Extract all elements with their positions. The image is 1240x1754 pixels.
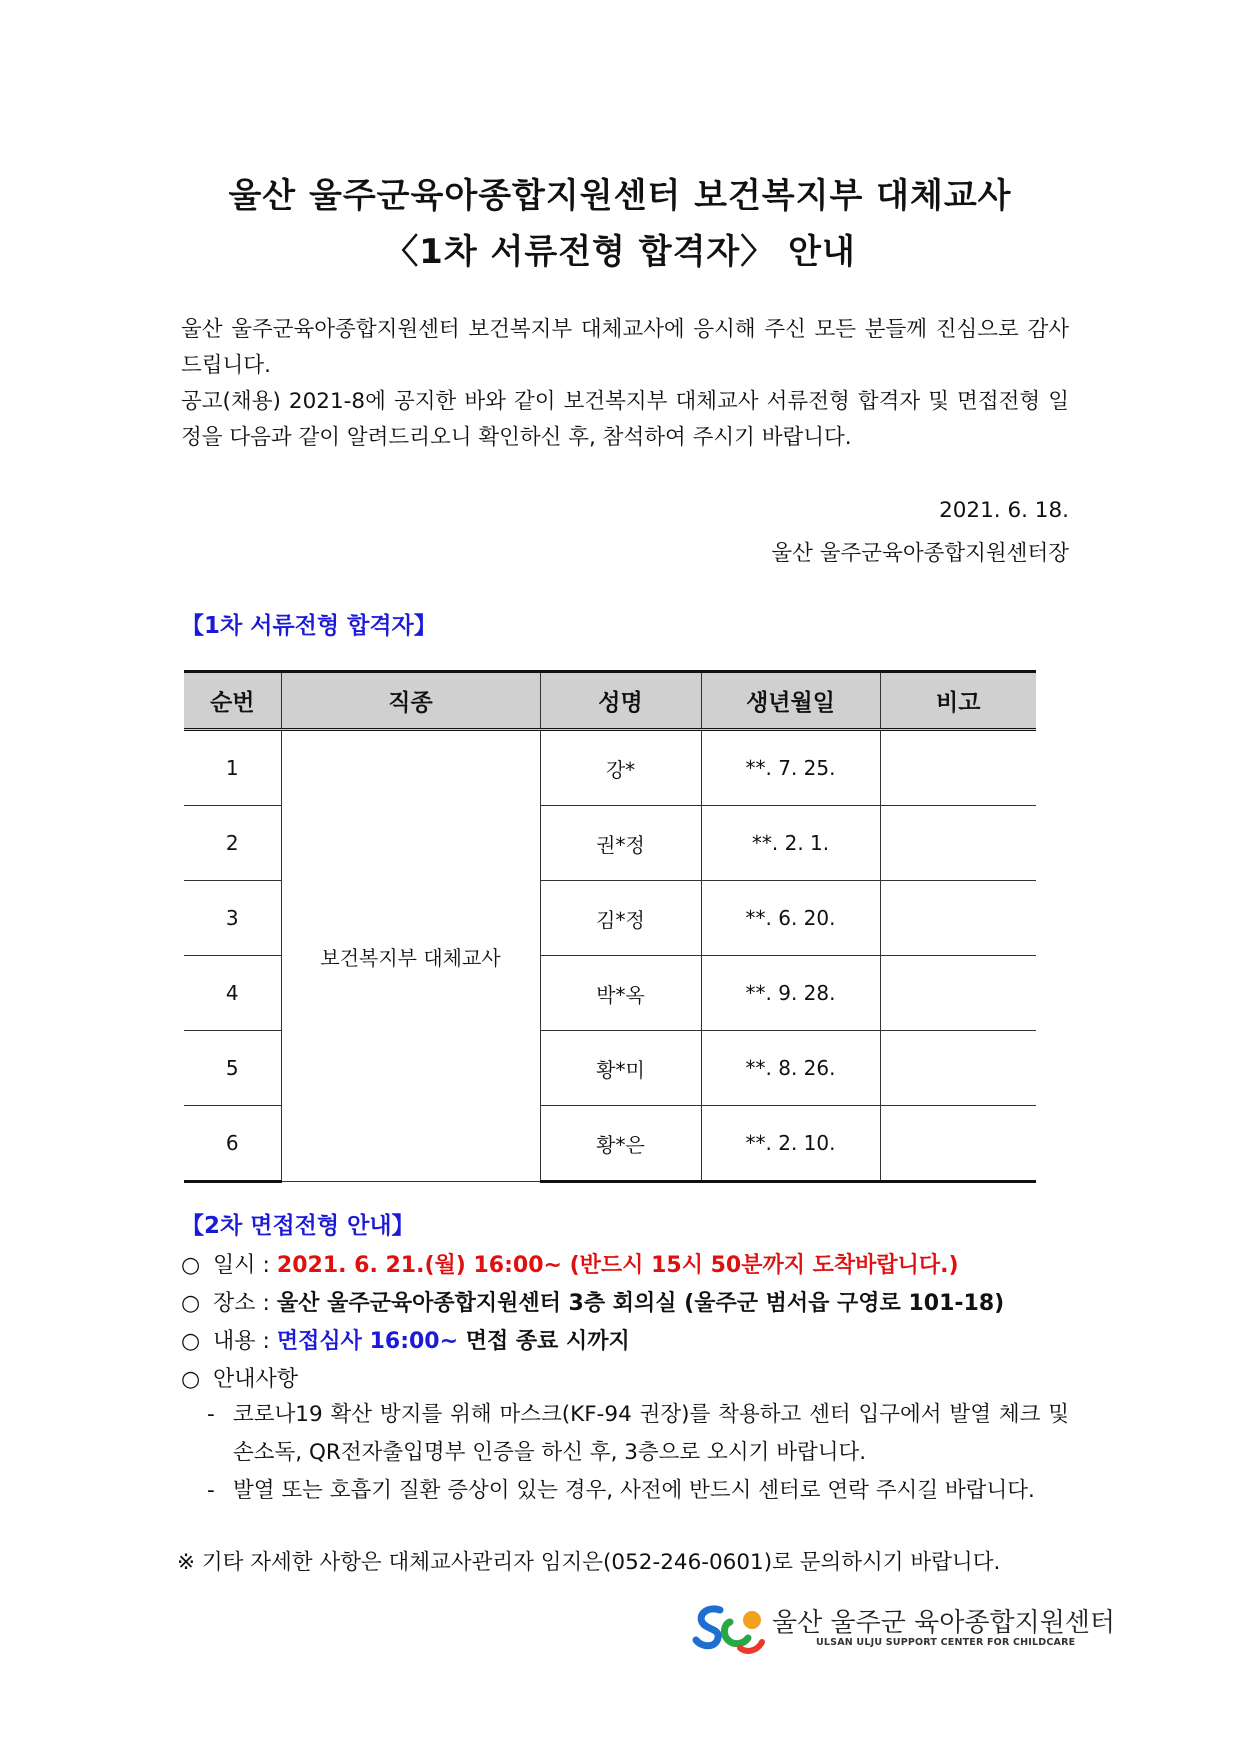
cell-number: 5 (184, 1031, 281, 1106)
notice-item-text: 발열 또는 호흡기 질환 증상이 있는 경우, 사전에 반드시 센터로 연락 주시길 바랍니다. (233, 1478, 1035, 1503)
interview-content (181, 1324, 1069, 1355)
section-heading-interview: 【2차 면접전형 안내】 (181, 1213, 415, 1239)
header-job-type: 직종 (281, 672, 540, 730)
table-header-row (184, 672, 1036, 730)
dash-marker: - (207, 1478, 215, 1503)
notice-item-2 (207, 1472, 1069, 1510)
cell-number: 2 (184, 806, 281, 881)
cell-name: 박*옥 (540, 956, 701, 1031)
cell-name: 권*정 (540, 806, 701, 881)
cell-remarks (880, 1106, 1036, 1182)
cell-birthdate: **. 2. 10. (701, 1106, 880, 1182)
cell-number: 6 (184, 1106, 281, 1182)
notice-label: 안내사항 (213, 1367, 299, 1392)
cell-remarks (880, 881, 1036, 956)
content-label: 내용 : (213, 1329, 270, 1354)
notice-item-text: 코로나19 확산 방지를 위해 마스크(KF-94 권장)를 착용하고 센터 입구에서 발열 체크 및 손소독, QR전자출입명부 인증을 하신 후, 3층으로 오시기 바랍니다. (233, 1402, 1069, 1465)
bullet-circle: ○ (181, 1329, 201, 1354)
header-birthdate: 생년월일 (701, 672, 880, 730)
dash-marker: - (207, 1402, 215, 1427)
interview-notice-heading (181, 1362, 1069, 1393)
logo-subtitle: ULSAN ULJU SUPPORT CENTER FOR CHILDCARE (816, 1637, 1076, 1648)
content-value-highlight: 면접심사 16:00~ (276, 1329, 459, 1354)
document-title-line1: 울산 울주군육아종합지원센터 보건복지부 대체교사 (228, 176, 1012, 216)
bullet-circle: ○ (181, 1253, 201, 1278)
cell-birthdate: **. 2. 1. (701, 806, 880, 881)
header-remarks: 비고 (880, 672, 1036, 730)
cell-remarks (880, 730, 1036, 806)
bullet-circle: ○ (181, 1367, 201, 1392)
interview-datetime (181, 1248, 1069, 1279)
results-table (184, 670, 1036, 1183)
cell-number: 1 (184, 730, 281, 806)
cell-name: 강* (540, 730, 701, 806)
datetime-value: 2021. 6. 21.(월) 16:00~ (반드시 15시 50분까지 도착바랍니다.) (276, 1253, 959, 1278)
cell-remarks (880, 806, 1036, 881)
cell-name: 황*은 (540, 1106, 701, 1182)
logo-text: 울산 울주군 육아종합지원센터 (772, 1608, 1116, 1638)
cell-name: 김*정 (540, 881, 701, 956)
contact-footnote: ※ 기타 자세한 사항은 대체교사관리자 임지은(052-246-0601)로 문의하시기 바랍니다. (177, 1550, 1001, 1575)
cell-birthdate: **. 7. 25. (701, 730, 880, 806)
intro-paragraph-1: 울산 울주군육아종합지원센터 보건복지부 대체교사에 응시해 주신 모든 분들께 진심으로 감사드립니다. (181, 317, 1069, 378)
cell-job-type: 보건복지부 대체교사 (281, 730, 540, 1182)
cell-number: 4 (184, 956, 281, 1031)
header-name: 성명 (540, 672, 701, 730)
place-value: 울산 울주군육아종합지원센터 3층 회의실 (울주군 범서읍 구영로 101-18) (276, 1291, 1005, 1316)
issuer-name: 울산 울주군육아종합지원센터장 (771, 541, 1069, 566)
table-row (184, 730, 1036, 806)
cell-number: 3 (184, 881, 281, 956)
cell-remarks (880, 956, 1036, 1031)
cell-birthdate: **. 6. 20. (701, 881, 880, 956)
header-number: 순번 (184, 672, 281, 730)
cell-name: 황*미 (540, 1031, 701, 1106)
intro-paragraph-2: 공고(채용) 2021-8에 공지한 바와 같이 보건복지부 대체교사 서류전형 합격자 및 면접전형 일정을 다음과 같이 알려드리오니 확인하신 후, 참석하여 주시기 바랍니다. (181, 389, 1069, 450)
cell-birthdate: **. 8. 26. (701, 1031, 880, 1106)
place-label: 장소 : (213, 1291, 270, 1316)
cell-birthdate: **. 9. 28. (701, 956, 880, 1031)
logo-mark-icon (690, 1600, 766, 1658)
bullet-circle: ○ (181, 1291, 201, 1316)
section-heading-document-screening: 【1차 서류전형 합격자】 (181, 613, 437, 639)
document-title-line2: 〈1차 서류전형 합격자〉 안내 (384, 232, 856, 272)
center-logo (690, 1600, 1116, 1658)
cell-remarks (880, 1031, 1036, 1106)
notice-date: 2021. 6. 18. (939, 498, 1069, 523)
datetime-label: 일시 : (213, 1253, 270, 1278)
content-value-rest: 면접 종료 시까지 (458, 1329, 630, 1354)
notice-item-1 (207, 1396, 1069, 1472)
interview-place (181, 1286, 1069, 1317)
